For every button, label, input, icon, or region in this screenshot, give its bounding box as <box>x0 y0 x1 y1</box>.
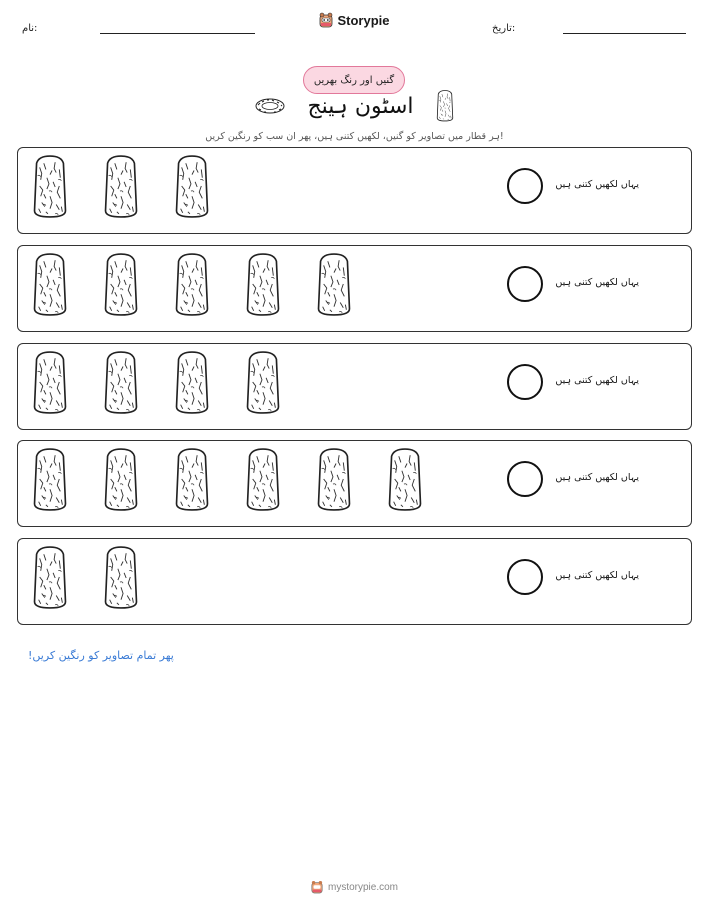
answer-label: یہاں لکھیں کتنی ہیں <box>555 375 639 386</box>
answer-label: یہاں لکھیں کتنی ہیں <box>555 179 639 190</box>
standing-stone-icon[interactable] <box>103 448 139 512</box>
standing-stone-icon[interactable] <box>32 448 68 512</box>
standing-stone-icon[interactable] <box>245 351 281 415</box>
standing-stone-icon[interactable] <box>316 253 352 317</box>
count-row <box>17 343 692 430</box>
standing-stone-icon[interactable] <box>103 155 139 219</box>
answer-label: یہاں لکھیں کتنی ہیں <box>555 277 639 288</box>
answer-circle[interactable] <box>507 559 543 595</box>
count-row <box>17 538 692 625</box>
footer-note: پھر تمام تصاویر کو رنگین کریں! <box>28 649 174 662</box>
count-row <box>17 245 692 332</box>
standing-stone-icon[interactable] <box>32 546 68 610</box>
standing-stone-icon[interactable] <box>174 253 210 317</box>
name-line[interactable] <box>100 33 255 34</box>
answer-circle[interactable] <box>507 364 543 400</box>
instruction-text: ہر قطار میں تصاویر کو گنیں، لکھیں کتنی ہیں، پھر ان سب کو رنگین کریں! <box>205 131 504 142</box>
answer-label: یہاں لکھیں کتنی ہیں <box>555 570 639 581</box>
date-line[interactable] <box>563 33 686 34</box>
answer-circle[interactable] <box>507 461 543 497</box>
count-row <box>17 440 692 527</box>
standing-stone-icon[interactable] <box>32 155 68 219</box>
title-row <box>0 86 709 126</box>
storypie-mascot-icon <box>319 12 333 28</box>
answer-label: یہاں لکھیں کتنی ہیں <box>555 472 639 483</box>
footer-url: mystorypie.com <box>327 881 398 893</box>
storypie-footer-icon <box>311 880 323 894</box>
brand-name: Storypie <box>337 12 390 28</box>
footer <box>0 880 709 894</box>
standing-stone-icon <box>436 90 454 122</box>
standing-stone-icon[interactable] <box>174 351 210 415</box>
standing-stone-icon[interactable] <box>103 351 139 415</box>
answer-circle[interactable] <box>507 266 543 302</box>
standing-stone-icon[interactable] <box>387 448 423 512</box>
date-label: تاریخ: <box>492 23 516 34</box>
standing-stone-icon[interactable] <box>103 253 139 317</box>
brand-logo <box>0 12 709 28</box>
standing-stone-icon[interactable] <box>32 351 68 415</box>
standing-stone-icon[interactable] <box>32 253 68 317</box>
name-label: نام: <box>22 23 38 34</box>
standing-stone-icon[interactable] <box>245 448 281 512</box>
standing-stone-icon[interactable] <box>174 448 210 512</box>
stone-ring-icon <box>255 97 285 115</box>
standing-stone-icon[interactable] <box>316 448 352 512</box>
task-pill: گنیں اور رنگ بھریں <box>303 66 405 94</box>
standing-stone-icon[interactable] <box>245 253 281 317</box>
answer-circle[interactable] <box>507 168 543 204</box>
count-row <box>17 147 692 234</box>
standing-stone-icon[interactable] <box>174 155 210 219</box>
page-title: اسٹون ہینج <box>307 93 414 119</box>
standing-stone-icon[interactable] <box>103 546 139 610</box>
